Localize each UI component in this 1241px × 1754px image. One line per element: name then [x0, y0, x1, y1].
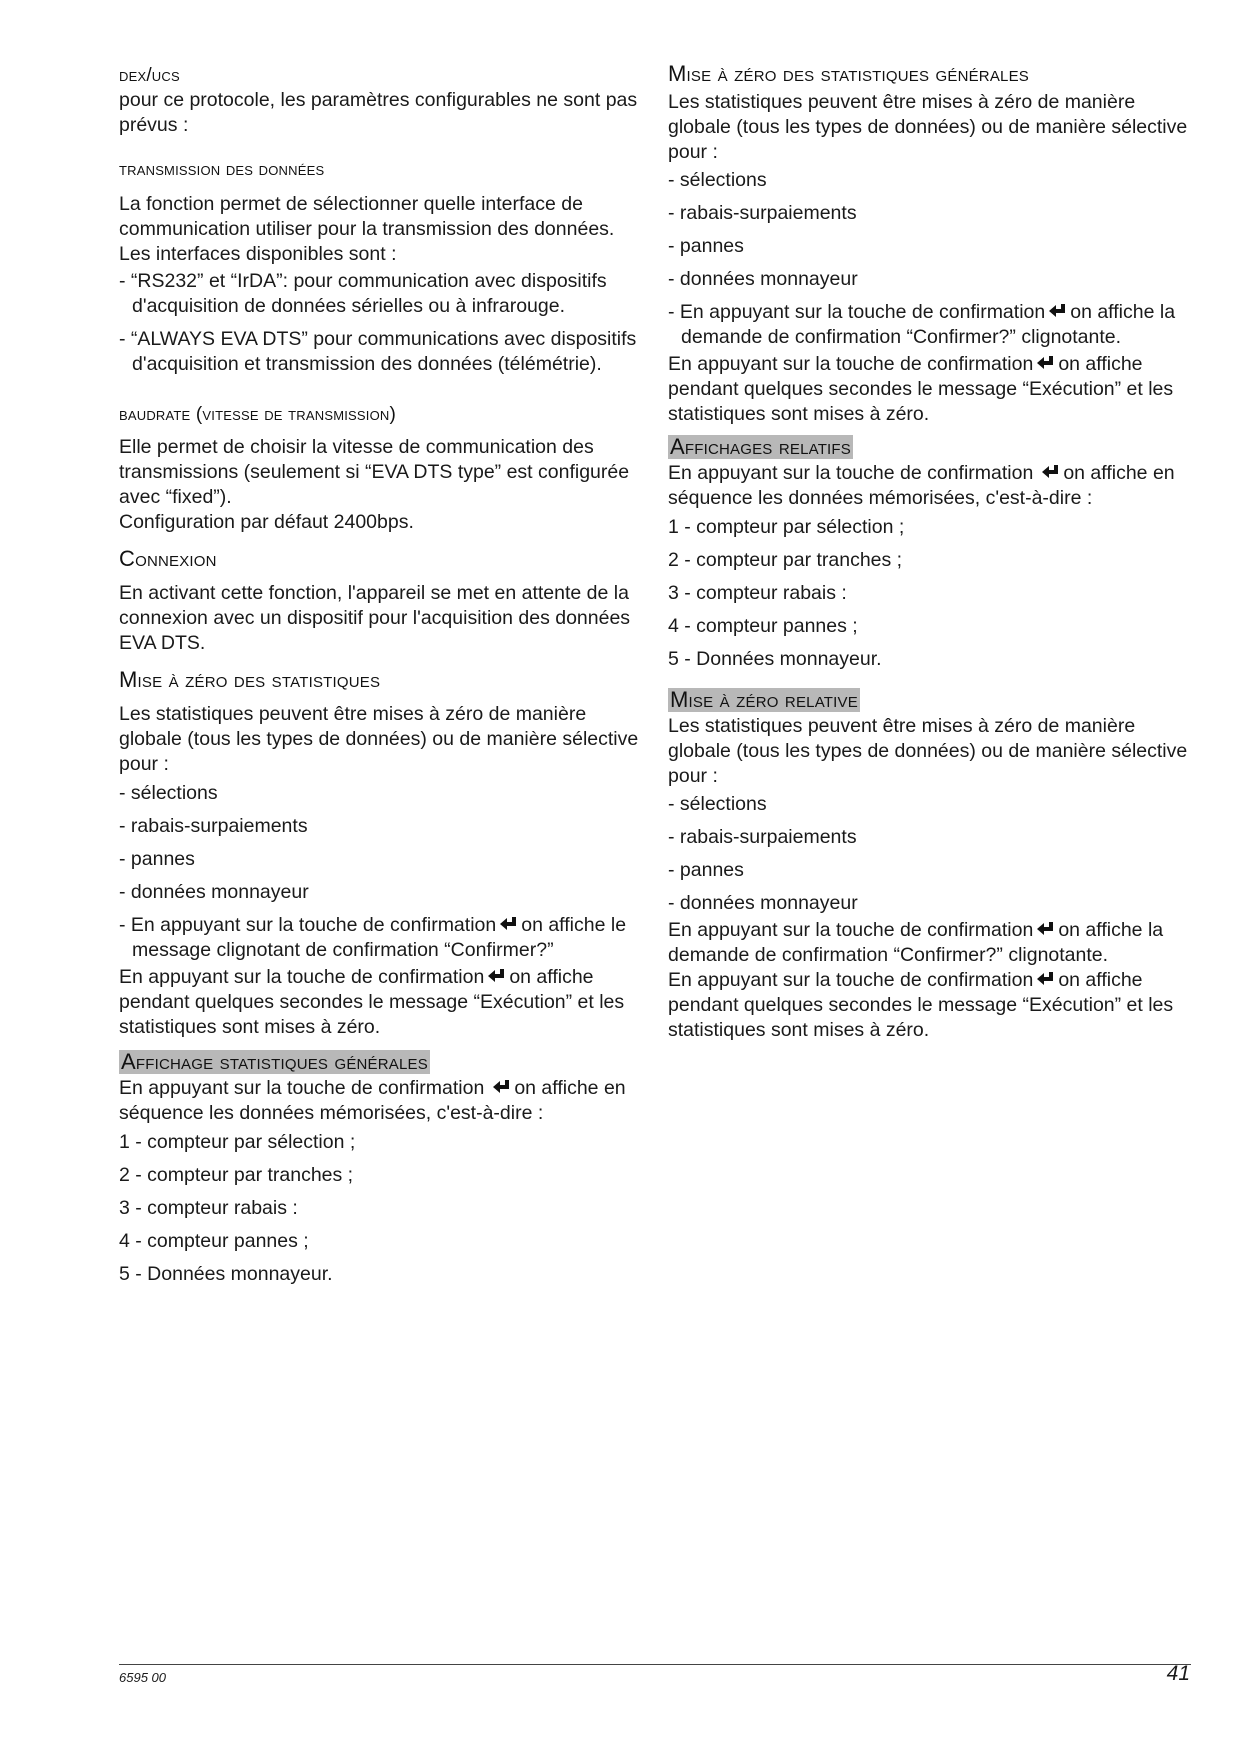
general-confirm-b: on affiche la demande de confirmation “Confirmer?” clignotante. — [681, 301, 1176, 348]
list-item: - rabais-surpaiements — [668, 202, 857, 224]
enter-key-icon — [499, 916, 518, 933]
relative-exec — [668, 968, 1198, 1043]
general-exec — [668, 352, 1198, 427]
list-item: - sélections — [668, 793, 767, 815]
relative-confirm — [668, 918, 1198, 968]
enter-key-icon — [1036, 921, 1055, 938]
list-item: - sélections — [668, 169, 767, 191]
list-item: - rabais-surpaiements — [668, 826, 857, 848]
list-item: 4 - compteur pannes ; — [119, 1230, 309, 1252]
footer-code: 6595 00 — [119, 1670, 166, 1685]
general-exec-b: on affiche pendant quelques secondes le message “Exécution” et les statistiques sont mises à zéro. — [668, 353, 1174, 425]
list-item: - “RS232” et “IrDA”: pour communication avec dispositifs d'acquisition de données sérielles ou à infrarouge. — [119, 270, 607, 317]
enter-key-icon — [1041, 464, 1060, 481]
display-text-b: on affiche en séquence les données mémorisées, c'est-à-dire : — [119, 1077, 626, 1124]
footer-divider — [119, 1664, 1191, 1665]
reset-confirm — [119, 913, 639, 963]
reset-text: Les statistiques peuvent être mises à zéro de manière globale (tous les types de données) ou de manière sélective pour : — [119, 703, 639, 775]
relative-display-text — [668, 461, 1198, 511]
general-confirm-a: - En appuyant sur la touche de confirmation — [668, 301, 1046, 323]
list-item: - pannes — [119, 848, 195, 870]
list-item: - données monnayeur — [119, 881, 309, 903]
reset-exec — [119, 965, 639, 1040]
relative-confirm-a: En appuyant sur la touche de confirmation — [668, 919, 1034, 941]
list-item: - rabais-surpaiements — [119, 815, 308, 837]
reset-heading: Mise à zéro des statistiques — [119, 667, 381, 692]
left-column — [119, 64, 639, 1287]
enter-key-icon — [1036, 971, 1055, 988]
relative-reset-text: Les statistiques peuvent être mises à zéro de manière globale (tous les types de données) ou de manière sélective pour : — [668, 715, 1188, 787]
list-item: - pannes — [668, 235, 744, 257]
list-item: 2 - compteur par tranches ; — [668, 549, 903, 571]
list-item: - pannes — [668, 859, 744, 881]
list-item: 3 - compteur rabais : — [668, 582, 847, 604]
general-confirm — [668, 300, 1198, 350]
list-item: - données monnayeur — [668, 892, 858, 914]
list-item: 5 - Données monnayeur. — [668, 648, 882, 670]
relative-exec-b: on affiche pendant quelques secondes le message “Exécution” et les statistiques sont mises à zéro. — [668, 969, 1174, 1041]
list-item: 1 - compteur par sélection ; — [119, 1131, 356, 1153]
right-column — [668, 61, 1198, 1043]
display-heading: Affichage statistiques générales — [121, 1049, 428, 1074]
enter-key-icon — [492, 1079, 511, 1096]
baudrate-text: Elle permet de choisir la vitesse de communication des transmissions (seulement si “EVA DTS type” est configurée avec “fixed”). — [119, 436, 630, 508]
baudrate-default: Configuration par défaut 2400bps. — [119, 511, 414, 533]
list-item: - “ALWAYS EVA DTS” pour communications avec dispositifs d'acquisition et transmission des données (télémétrie). — [119, 328, 637, 375]
reset-confirm-a: - En appuyant sur la touche de confirmation — [119, 914, 497, 936]
relative-exec-a: En appuyant sur la touche de confirmation — [668, 969, 1034, 991]
display-text — [119, 1076, 639, 1126]
relative-reset-heading: Mise à zéro relative — [670, 687, 858, 712]
general-exec-a: En appuyant sur la touche de confirmation — [668, 353, 1034, 375]
baudrate-heading: baudrate (vitesse de transmission) — [119, 404, 397, 425]
relative-confirm-b: on affiche la demande de confirmation “Confirmer?” clignotante. — [668, 919, 1164, 966]
reset-exec-a: En appuyant sur la touche de confirmation — [119, 966, 485, 988]
list-item: 2 - compteur par tranches ; — [119, 1164, 354, 1186]
relative-display-b: on affiche en séquence les données mémorisées, c'est-à-dire : — [668, 462, 1175, 509]
transmission-text: La fonction permet de sélectionner quelle interface de communication utiliser pour la transmission des données. Les interfaces disponibles sont : — [119, 193, 615, 265]
transmission-heading: transmission des données — [119, 159, 325, 180]
list-item: - sélections — [119, 782, 218, 804]
enter-key-icon — [1036, 355, 1055, 372]
relative-display-a: En appuyant sur la touche de confirmation — [668, 462, 1034, 484]
relative-display-heading: Affichages relatifs — [670, 434, 851, 459]
list-item: 1 - compteur par sélection ; — [668, 516, 905, 538]
enter-key-icon — [487, 968, 506, 985]
dex-heading: dex/ucs — [119, 65, 180, 86]
enter-key-icon — [1048, 303, 1067, 320]
list-item: 5 - Données monnayeur. — [119, 1263, 333, 1285]
list-item: 4 - compteur pannes ; — [668, 615, 858, 637]
dex-text: pour ce protocole, les paramètres configurables ne sont pas prévus : — [119, 89, 638, 136]
general-reset-text: Les statistiques peuvent être mises à zéro de manière globale (tous les types de données) ou de manière sélective pour : — [668, 91, 1188, 163]
connexion-text: En activant cette fonction, l'appareil se met en attente de la connexion avec un dispositif pour l'acquisition des données EVA DTS. — [119, 582, 631, 654]
page-number: 41 — [1166, 1662, 1190, 1685]
list-item: - données monnayeur — [668, 268, 858, 290]
reset-confirm-b: on affiche le message clignotant de confirmation “Confirmer?” — [132, 914, 627, 961]
list-item: 3 - compteur rabais : — [119, 1197, 298, 1219]
display-text-a: En appuyant sur la touche de confirmation — [119, 1077, 485, 1099]
connexion-heading: Connexion — [119, 546, 217, 571]
reset-exec-b: on affiche pendant quelques secondes le message “Exécution” et les statistiques sont mises à zéro. — [119, 966, 625, 1038]
general-reset-heading: Mise à zéro des statistiques générales — [668, 61, 1029, 86]
